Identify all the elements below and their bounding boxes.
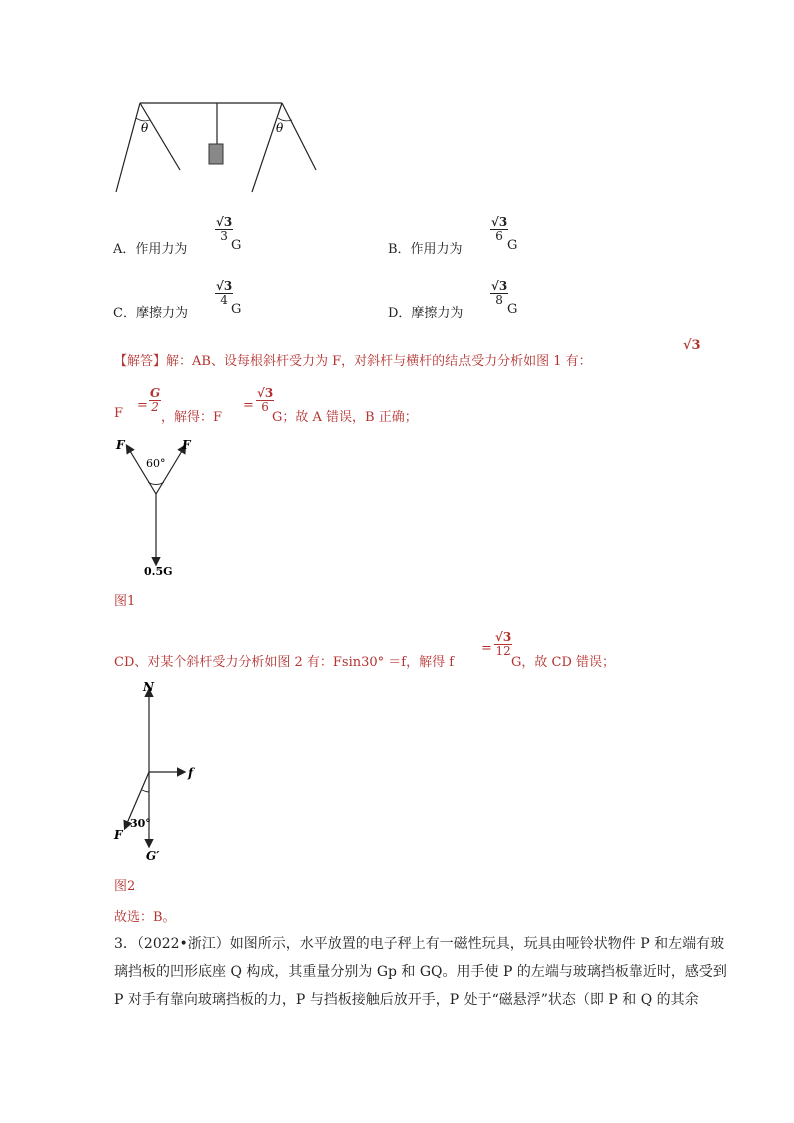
- answer-eq1-den: 2: [151, 400, 159, 414]
- figure-2: [110, 680, 210, 866]
- fig1-angle: 60°: [146, 457, 166, 470]
- theta-left-label: θ: [141, 121, 149, 135]
- answer-line-2-F: F: [114, 406, 124, 421]
- option-b-unit: G: [507, 238, 518, 253]
- answer-eq3-num: √3: [495, 630, 512, 644]
- option-b-den: 6: [495, 229, 503, 243]
- answer-line-3b: G，故 CD 错误；: [511, 655, 616, 670]
- answer-line-3-eq-sign: =: [481, 641, 492, 656]
- answer-line-2-mid: ，解得：F: [161, 410, 223, 425]
- fig1-weight: 0.5G: [144, 565, 173, 578]
- option-a-num: √3: [216, 215, 233, 229]
- problem-3-line-1: 3．（2022•浙江）如图所示，水平放置的电子秤上有一磁性玩具，玩具由哑铃状物件 P 和左端有玻: [114, 936, 725, 952]
- option-d-num: √3: [491, 279, 508, 293]
- fig1-caption: 图1: [114, 594, 136, 609]
- answer-line-2-eq-sign-2: =: [243, 398, 254, 413]
- answer-floating-sqrt3: √3: [683, 338, 701, 353]
- fig2-g: G′: [146, 849, 160, 863]
- fig2-caption: 图2: [114, 879, 136, 894]
- fig1-f-right: F: [182, 438, 191, 452]
- answer-tag: 【解答】: [114, 354, 167, 369]
- option-b-fraction: [490, 216, 508, 243]
- answer-eq1-num: G: [150, 386, 161, 400]
- theta-right-label: θ: [276, 121, 284, 135]
- problem-3-line-2: 璃挡板的凹形底座 Q 构成，其重量分别为 Gp 和 GQ。用手使 P 的左端与玻璃挡板靠近时，感受到: [114, 964, 727, 980]
- answer-eq3-den: 12: [495, 644, 511, 658]
- problem-3: [114, 930, 727, 1014]
- answer-line-3a: CD、对某个斜杆受力分析如图 2 有：Fsin30° ＝f，解得 f: [114, 655, 455, 670]
- answer-line-2-end: G；故 A 错误，B 正确；: [272, 410, 418, 425]
- option-b-num: √3: [491, 215, 508, 229]
- fig1-f-left: F: [116, 438, 125, 452]
- answer-line-1-text: 解：AB、设每根斜杆受力为 F，对斜杆与横杆的结点受力分析如图 1 有：: [166, 354, 592, 369]
- answer-eq2-den: 6: [261, 400, 269, 414]
- answer-eq2-num: √3: [257, 386, 274, 400]
- option-c-label: C．摩擦力为: [113, 306, 188, 321]
- option-d-den: 8: [495, 293, 503, 307]
- option-c-unit: G: [231, 302, 242, 317]
- fig2-f: f: [188, 766, 194, 780]
- fig2-angle: 30°: [130, 817, 151, 830]
- answer-eq3-fraction: [494, 631, 512, 658]
- answer-eq1-fraction: [149, 387, 161, 414]
- option-d-unit: G: [507, 302, 518, 317]
- problem-3-line-3: P 对手有靠向玻璃挡板的力，P 与挡板接触后放开手，P 处于“磁悬浮”状态（即 P 和 Q 的其余: [114, 992, 699, 1008]
- option-c-num: √3: [216, 279, 233, 293]
- answer-choose: 故选：B。: [114, 910, 176, 925]
- option-a-unit: G: [231, 238, 242, 253]
- option-a-den: 3: [220, 229, 228, 243]
- option-a-label: A．作用力为: [113, 242, 188, 257]
- option-c-den: 4: [220, 293, 228, 307]
- answer-line-2-eq-sign: =: [137, 398, 148, 413]
- figure-1: [110, 436, 210, 578]
- option-d-label: D．摩擦力为: [388, 306, 464, 321]
- option-d-fraction: [490, 280, 508, 307]
- fig2-F: F: [114, 828, 123, 842]
- fig2-n: N: [143, 680, 154, 694]
- top-figure: [110, 96, 330, 196]
- option-b-label: B．作用力为: [388, 242, 463, 257]
- hanging-weight: [209, 144, 223, 164]
- answer-line-1: [114, 350, 592, 369]
